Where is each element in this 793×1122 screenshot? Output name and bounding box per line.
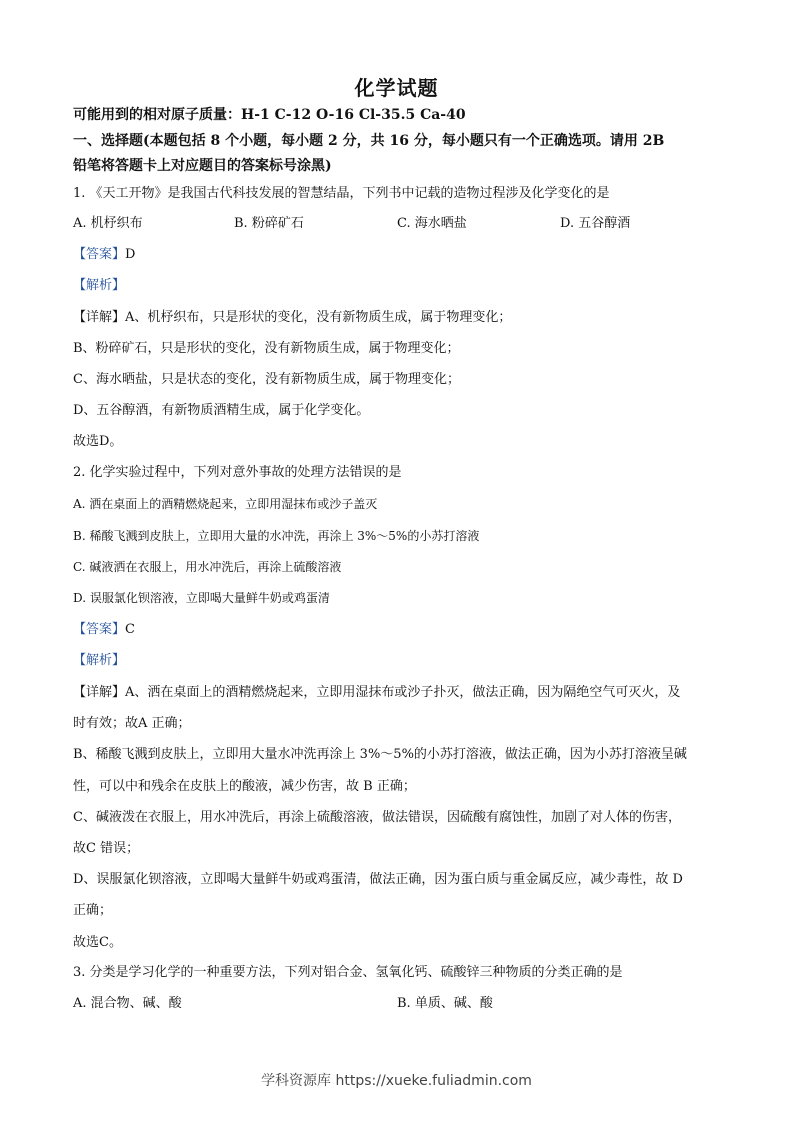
q2-detail-line (73, 684, 723, 702)
q2-option-b: B. 稀酸飞溅到皮肤上，立即用大量的水冲洗，再涂上 3%～5%的小苏打溶液 (73, 529, 480, 543)
q2-option-a: A. 洒在桌面上的酒精燃烧起来，立即用湿抹布或沙子盖灭 (73, 497, 378, 511)
answer-tag: 【答案】 (73, 247, 126, 262)
analysis-tag: 【解析】 (73, 278, 126, 293)
q1-stem: 1. 《天工开物》是我国古代科技发展的智慧结晶，下列书中记载的造物过程涉及化学变化的是 (73, 186, 610, 201)
q2-option-d: D. 误服氯化钡溶液，立即喝大量鲜牛奶或鸡蛋清 (73, 591, 330, 605)
q1-detail-line (73, 309, 723, 327)
q1-detail-line: C、海水晒盐，只是状态的变化，没有新物质生成，属于物理变化； (73, 372, 460, 387)
q1-option-c: C. 海水晒盐 (397, 216, 467, 231)
q1-option-b: B. 粉碎矿石 (234, 216, 304, 231)
q1-answer (73, 246, 723, 264)
q1-detail-line: D、五谷醇酒，有新物质酒精生成，属于化学变化。 (73, 403, 370, 418)
q1-detail-line: 故选D。 (73, 434, 123, 449)
q2-detail-line: 故选C。 (73, 935, 122, 950)
q2-detail-line: 故C 错误； (73, 841, 140, 856)
q2-detail-line: D、误服氯化钡溶液，立即喝大量鲜牛奶或鸡蛋清，做法正确，因为蛋白质与重金属反应，减少毒性，故 D (73, 872, 683, 887)
detail-tag: 【详解】 (73, 685, 126, 700)
detail-text: A、机杼织布，只是形状的变化，没有新物质生成，属于物理变化； (125, 310, 512, 325)
q2-detail-line: B、稀酸飞溅到皮肤上，立即用大量水冲洗再涂上 3%～5%的小苏打溶液，做法正确，因为小苏打溶液呈碱 (73, 747, 687, 762)
analysis-tag: 【解析】 (73, 653, 126, 668)
q2-analysis (73, 652, 723, 670)
q2-detail-line: 正确； (73, 903, 113, 918)
detail-text: A、洒在桌面上的酒精燃烧起来，立即用湿抹布或沙子扑灭，做法正确，因为隔绝空气可灭火，及 (125, 685, 681, 700)
q3-option-a: A. 混合物、碱、酸 (73, 996, 182, 1011)
q1-detail-line: B、粉碎矿石，只是形状的变化，没有新物质生成，属于物理变化； (73, 341, 460, 356)
q3-stem: 3. 分类是学习化学的一种重要方法，下列对铝合金、氢氧化钙、硫酸锌三种物质的分类正确的是 (73, 965, 623, 980)
q2-stem: 2. 化学实验过程中，下列对意外事故的处理方法错误的是 (73, 465, 402, 480)
answer-value: D (125, 247, 136, 262)
answer-tag: 【答案】 (73, 622, 126, 637)
footer-watermark: 学科资源库 https://xueke.fuliadmin.com (261, 1073, 532, 1089)
q2-detail-line: C、碱液泼在衣服上，用水冲洗后，再涂上硫酸溶液，做法错误，因硫酸有腐蚀性，加剧了对人体的伤害， (73, 810, 681, 825)
page-title: 化学试题 (354, 76, 439, 100)
q3-option-b: B. 单质、碱、酸 (397, 996, 493, 1011)
section-heading-line1: 一、选择题(本题包括 8 个小题，每小题 2 分，共 16 分，每小题只有一个正确选项。请用 2B (73, 133, 665, 149)
q2-option-c: C. 碱液洒在衣服上，用水冲洗后，再涂上硫酸溶液 (73, 560, 342, 574)
q1-option-a: A. 机杼织布 (73, 216, 143, 231)
q1-analysis (73, 277, 723, 295)
detail-tag: 【详解】 (73, 310, 126, 325)
q2-detail-line: 性，可以中和残余在皮肤上的酸液，减少伤害，故 B 正确； (73, 779, 416, 794)
answer-value: C (125, 622, 135, 637)
atomic-masses: 可能用到的相对原子质量：H-1 C-12 O-16 Cl-35.5 Ca-40 (73, 107, 466, 123)
q2-answer (73, 621, 723, 639)
q2-detail-line: 时有效；故A 正确； (73, 716, 191, 731)
section-heading-line2: 铅笔将答题卡上对应题目的答案标号涂黑) (73, 158, 332, 174)
q1-option-d: D. 五谷醇酒 (560, 216, 631, 231)
